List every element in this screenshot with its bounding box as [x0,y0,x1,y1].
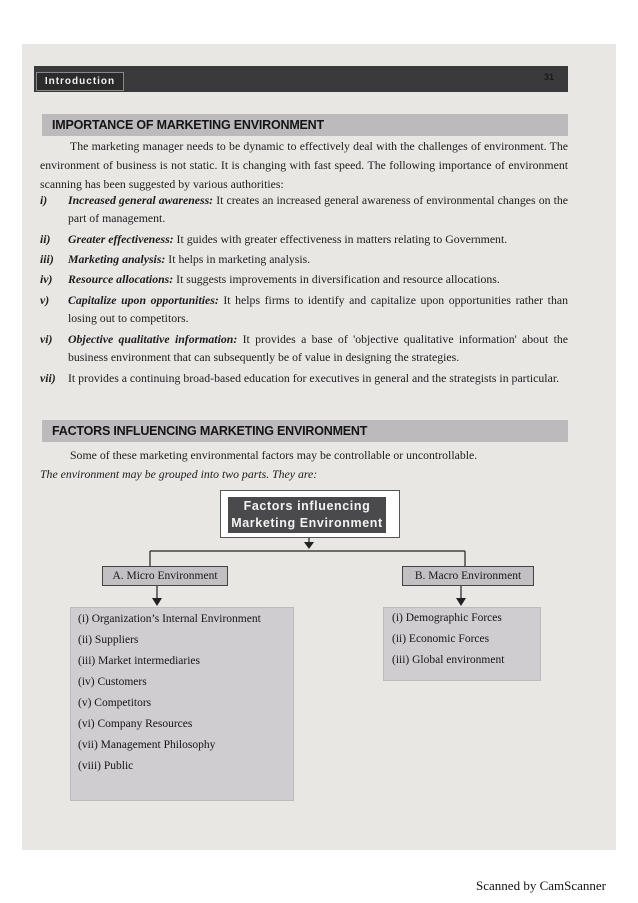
list-number: iii) [40,252,54,266]
list-term: Capitalize upon opportunities: [68,293,219,307]
macro-environment-node: B. Macro Environment [402,566,534,586]
list-text: It suggests improvements in diversification and resource allocations. [173,272,500,286]
micro-factor: (ii) Suppliers [78,634,139,646]
list-number: iv) [40,272,53,286]
list-text: It provides a base of 'objective qualitative information' about the business environment that can subsequently be of value in designing the strategies. [68,332,568,364]
micro-environment-node: A. Micro Environment [102,566,228,586]
list-term: Increased general awareness: [68,193,214,207]
diagram-root-node [228,497,386,533]
macro-factor: (ii) Economic Forces [392,633,490,645]
scanner-footer: Scanned by CamScanner [476,878,606,893]
root-line-1: Factors influencing [243,499,371,513]
section-heading-factors: FACTORS INFLUENCING MARKETING ENVIRONMENT [52,424,368,438]
list-term: Marketing analysis: [68,252,166,266]
chapter-label: Introduction [36,72,124,91]
list-text: It provides a continuing broad-based education for executives in general and the strategists in particular. [68,371,560,385]
page-number: 31 [544,72,555,82]
micro-factor: (vii) Management Philosophy [78,739,216,751]
list-number: vii) [40,371,56,385]
list-text: It helps in marketing analysis. [165,252,311,266]
micro-factor: (v) Competitors [78,697,152,709]
list-text: It creates an increased general awareness of environmental changes on the part of management. [68,193,568,225]
micro-factor: (iv) Customers [78,676,147,688]
list-term: Objective qualitative information: [68,332,238,346]
section-heading-importance: IMPORTANCE OF MARKETING ENVIRONMENT [52,118,324,132]
list-number: ii) [40,232,51,246]
list-text: It helps firms to identify and capitalize upon opportunities rather than losing out to competitors. [68,293,568,325]
list-term: Resource allocations: [68,272,174,286]
list-number: v) [40,293,50,307]
root-line-2: Marketing Environment [231,516,383,530]
macro-factor: (i) Demographic Forces [392,612,502,624]
factors-line: Some of these marketing environmental factors may be controllable or uncontrollable. [70,448,478,462]
factors-line-italic: The environment may be grouped into two parts. They are: [40,467,318,481]
list-number: i) [40,193,48,207]
micro-factor: (i) Organization’s Internal Environment [78,613,261,625]
list-text: It guides with greater effectiveness in matters relating to Government. [173,232,508,246]
intro-paragraph: The marketing manager needs to be dynamic to effectively deal with the challenges of environment. The environment of business is not static. It is changing with fast speed. The following importance of environment scanning has been suggested by various authorities: [40,139,568,191]
micro-factor: (vi) Company Resources [78,718,193,730]
list-number: vi) [40,332,53,346]
micro-factor: (iii) Market intermediaries [78,655,200,667]
macro-factor: (iii) Global environment [392,654,505,666]
micro-factor: (viii) Public [78,760,134,772]
list-term: Greater effectiveness: [68,232,174,246]
